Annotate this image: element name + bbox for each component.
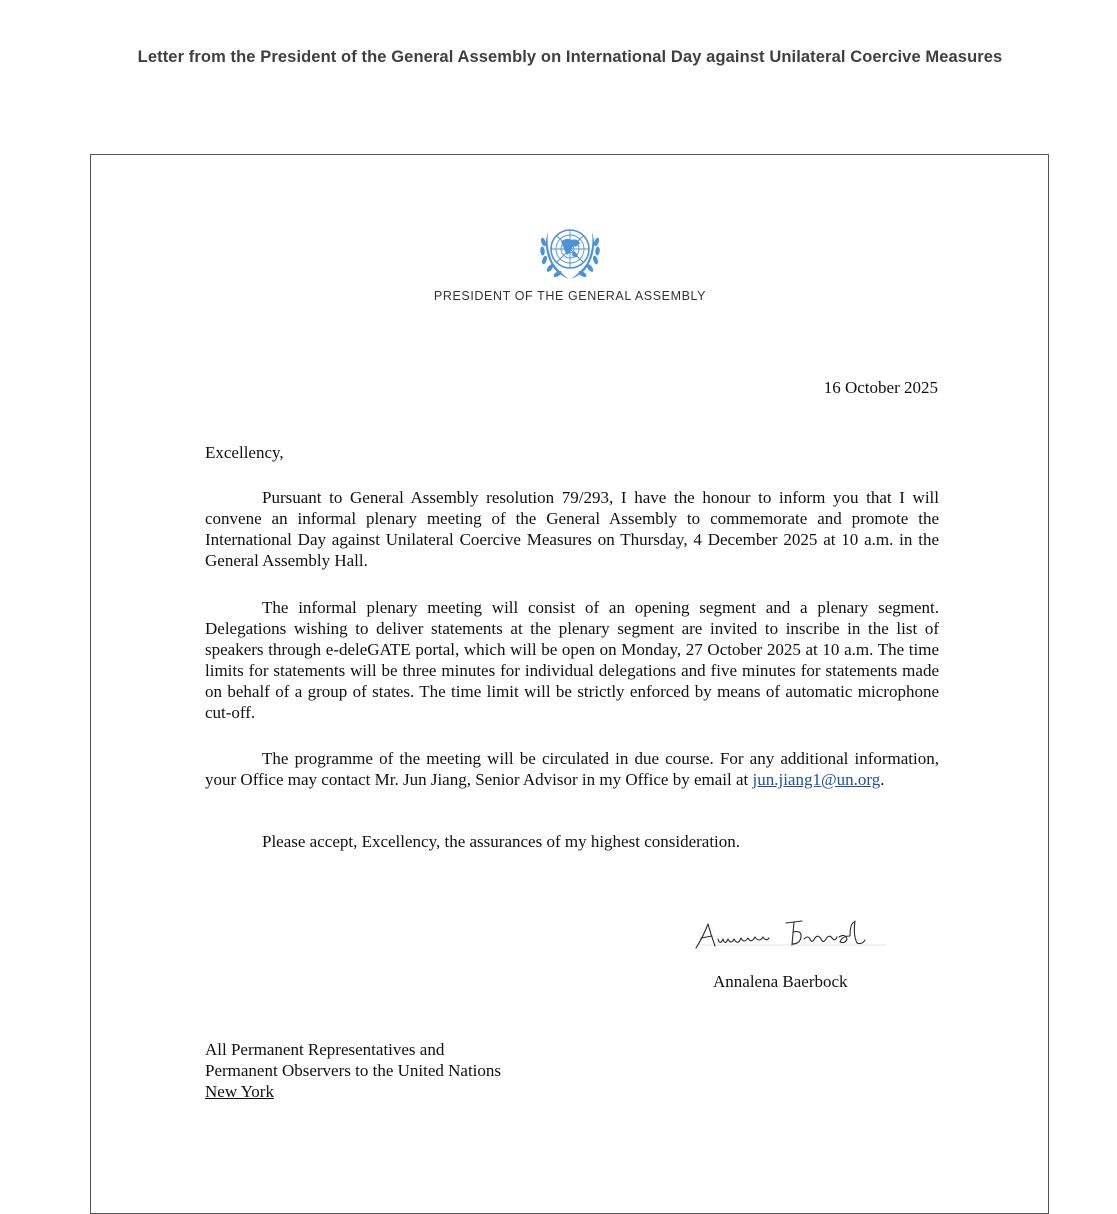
- office-title: PRESIDENT OF THE GENERAL ASSEMBLY: [433, 289, 707, 303]
- signatory-name: Annalena Baerbock: [713, 972, 848, 991]
- email-link[interactable]: jun.jiang1@un.org: [752, 770, 881, 789]
- recipient-line-1: All Permanent Representatives and: [205, 1040, 445, 1059]
- paragraph-procedure: The informal plenary meeting will consist of an opening segment and a plenary segment. Delegations wishing to deliver statements at the plenary segment are invited to inscribe in the list of speakers through e-deleGATE portal, which will be open on Monday, 27 October 2025 at 10 a.m. The time limits for statements will be three minutes for individual delegations and five minutes for statements made on behalf of a group of states. The time limit will be strictly enforced by means of automatic microphone cut-off.: [205, 598, 939, 722]
- paragraph-contact: [205, 748, 939, 790]
- closing-paragraph: Please accept, Excellency, the assurances of my highest consideration.: [262, 832, 741, 851]
- contact-period: .: [880, 770, 885, 789]
- un-emblem-icon: [533, 218, 607, 286]
- salutation: Excellency,: [205, 443, 284, 462]
- handwritten-signature: [690, 915, 890, 953]
- recipient-city: New York: [205, 1082, 274, 1101]
- page-title: Letter from the President of the General Assembly on International Day against Unilateral Coercive Measures: [137, 48, 1003, 66]
- paragraph-announcement: Pursuant to General Assembly resolution 79/293, I have the honour to inform you that I will convene an informal plenary meeting of the General Assembly to commemorate and promote the International Day against Unilateral Coercive Measures on Thursday, 4 December 2025 at 10 a.m. in the General Assembly Hall.: [205, 488, 939, 570]
- contact-text: The programme of the meeting will be circulated in due course. For any additional information, your Office may contact Mr. Jun Jiang, Senior Advisor in my Office by email at: [205, 749, 939, 789]
- recipient-line-2: Permanent Observers to the United Nations: [205, 1061, 502, 1080]
- letter-date: 16 October 2025: [823, 378, 938, 397]
